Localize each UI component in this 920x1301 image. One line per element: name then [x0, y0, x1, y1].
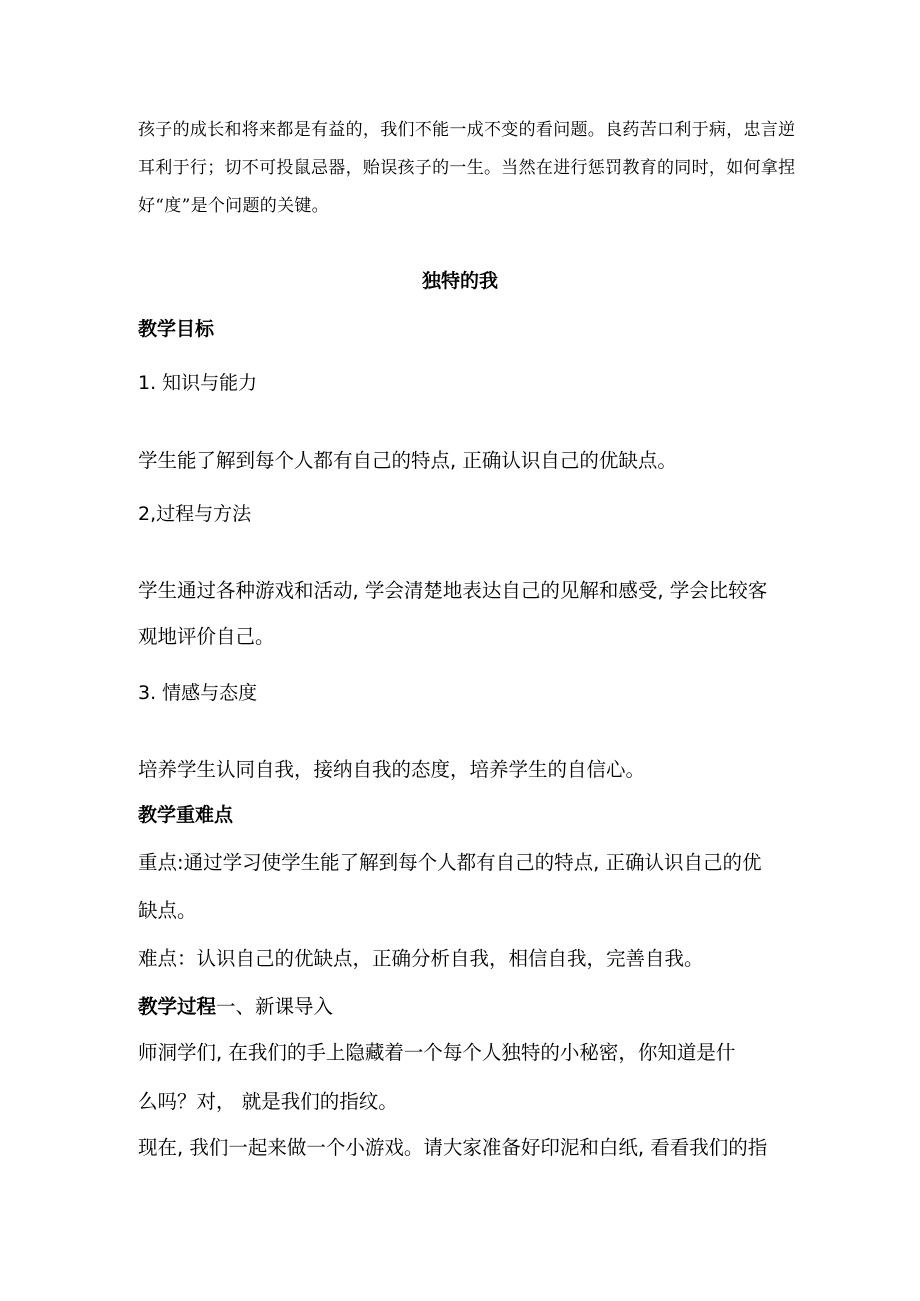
intro-line-3: 好“度”是个问题的关键。 [138, 196, 329, 216]
process-line-1: 师洞学们, 在我们的手上隐藏着一个每个人独特的小秘密，你知道是什 [138, 1041, 736, 1064]
key-line-2: 缺点。 [138, 899, 197, 922]
goal2-line-2: 观地评价自己。 [138, 625, 275, 648]
goal1-heading: 1. 知识与能力 [138, 372, 258, 394]
key-heading: 教学重难点 [138, 804, 234, 826]
key-line-1: 重点:通过学习使学生能了解到每个人都有自己的特点, 正确认识自己的优 [138, 851, 762, 874]
lesson-title: 独特的我 [421, 270, 498, 292]
goal1-text: 学生能了解到每个人都有自己的特点, 正确认识自己的优缺点。 [138, 449, 677, 472]
process-subheading: 一、新课导入 [216, 995, 334, 1018]
intro-line-2: 耳利于行；切不可投鼠忌器，贻误孩子的一生。当然在进行惩罚教育的同时，如何拿捏 [138, 158, 796, 178]
difficulty-text: 难点：认识自己的优缺点，正确分析自我，相信自我，完善自我。 [138, 947, 704, 970]
goal2-heading: 2,过程与方法 [138, 503, 252, 525]
goal2-line-1: 学生通过各种游戏和活动, 学会清楚地表达自己的见解和感受, 学会比较客 [138, 579, 768, 602]
goals-heading: 教学目标 [138, 318, 215, 340]
process-heading: 教学过程 [138, 995, 217, 1018]
goal3-heading: 3. 情感与态度 [138, 682, 258, 704]
process-heading-line [138, 997, 333, 1017]
intro-line-1: 孩子的成长和将来都是有益的，我们不能一成不变的看问题。良药苦口利于病，忠言逆 [138, 120, 796, 140]
goal3-text: 培养学生认同自我，接纳自我的态度，培养学生的自信心。 [138, 758, 646, 781]
process-line-3: 现在, 我们一起来做一个小游戏。请大家准备好印泥和白纸, 看看我们的指 [138, 1136, 768, 1159]
process-line-2: 么吗？对， 就是我们的指纹。 [138, 1090, 398, 1113]
